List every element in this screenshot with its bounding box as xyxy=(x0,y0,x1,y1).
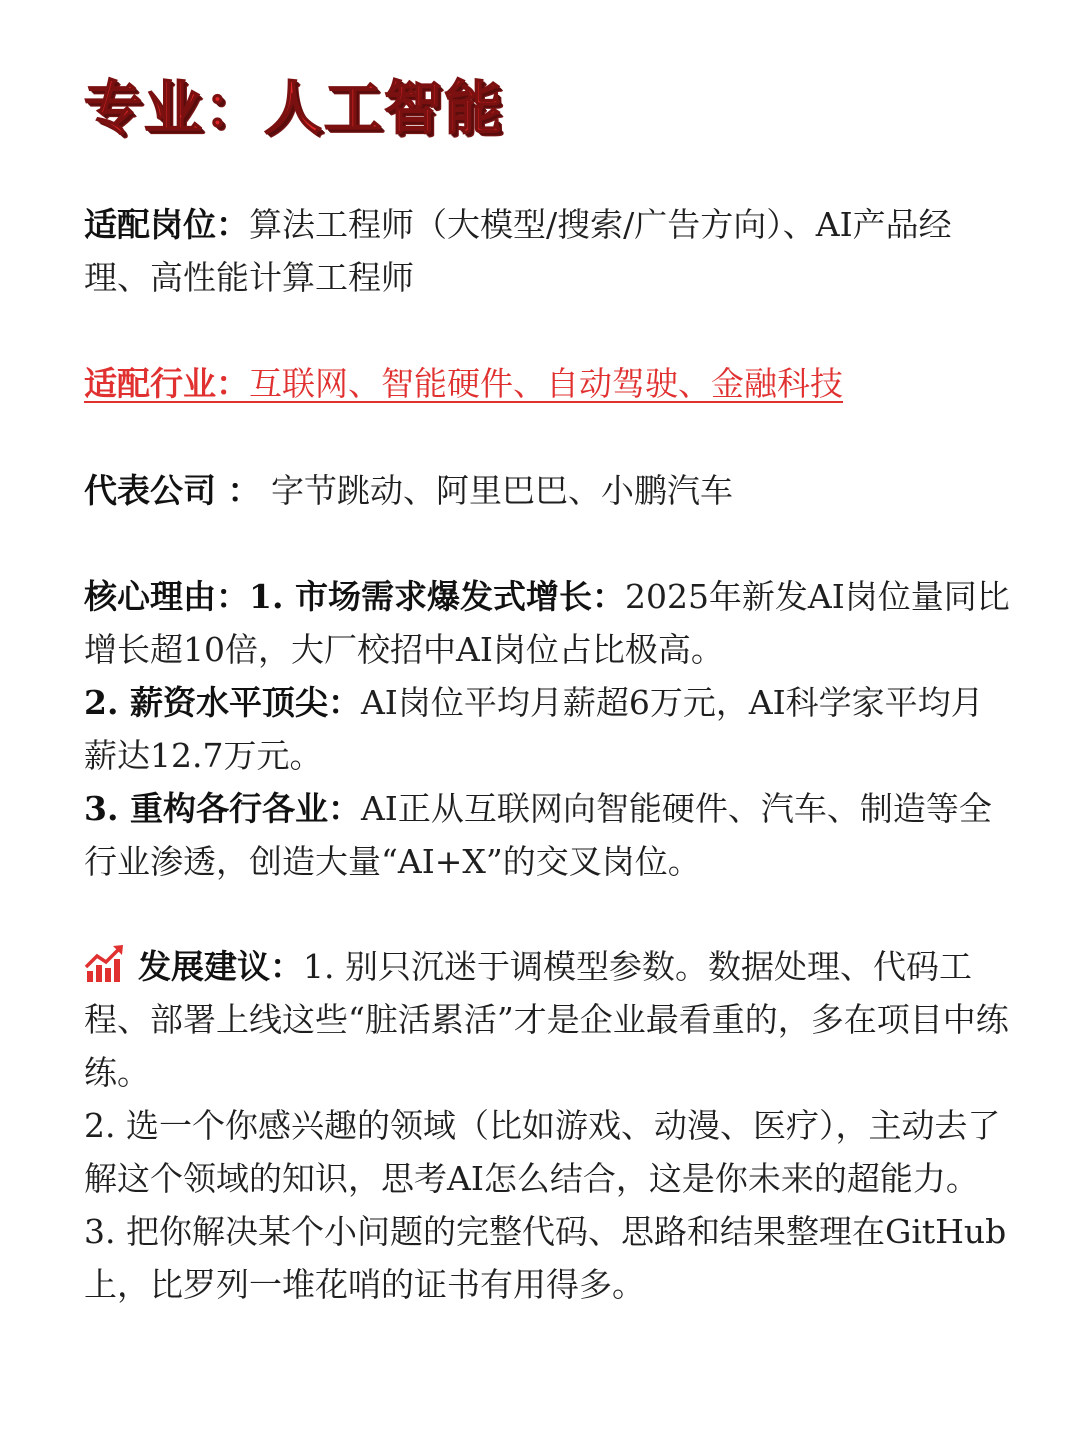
industries-label: 适配行业： xyxy=(84,364,249,403)
industries-section xyxy=(84,357,1014,410)
advice-item-3: 3. 把你解决某个小问题的完整代码、思路和结果整理在GitHub上，比罗列一堆花哨的证书有用得多。 xyxy=(84,1212,1007,1304)
page-title: 专业：人工智能 xyxy=(84,74,505,142)
reason-text: AI正从互联网向智能硬件、汽车、制造等全行业渗透，创造大量“AI+X”的交叉岗位。 xyxy=(84,789,992,881)
reason-text: AI岗位平均月薪超6万元，AI科学家平均月薪达12.7万元。 xyxy=(84,683,984,775)
companies-label: 代表公司 ： xyxy=(84,471,261,510)
chart-increasing-icon xyxy=(84,943,126,985)
reason-item-2 xyxy=(84,676,1014,782)
positions-text: 算法工程师（大模型/搜索/广告方向）、AI产品经理、高性能计算工程师 xyxy=(84,205,952,297)
advice-section xyxy=(84,940,1014,1311)
reason-title: 2. 薪资水平顶尖： xyxy=(84,683,361,722)
advice-item-2: 2. 选一个你感兴趣的领域（比如游戏、动漫、医疗），主动去了解这个领域的知识，思考AI怎么结合，这是你未来的超能力。 xyxy=(84,1106,1001,1198)
positions-label: 适配岗位： xyxy=(84,205,249,244)
advice-text: 1. 别只沉迷于调模型参数。数据处理、代码工程、部署上线这些“脏活累活”才是企业最看重的，多在项目中练练。 xyxy=(84,947,1009,1092)
companies-text: 字节跳动、阿里巴巴、小鹏汽车 xyxy=(260,471,733,510)
advice-item-1 xyxy=(84,940,1014,1099)
positions-section xyxy=(84,198,1014,304)
reasons-label: 核心理由： xyxy=(84,577,249,616)
reason-title: 3. 重构各行各业： xyxy=(84,789,361,828)
reason-text: 2025年新发AI岗位量同比增长超10倍，大厂校招中AI岗位占比极高。 xyxy=(84,577,1010,669)
reason-item-3 xyxy=(84,782,1014,888)
companies-section xyxy=(84,464,1014,517)
industries-text: 互联网、智能硬件、自动驾驶、金融科技 xyxy=(249,364,843,403)
advice-label: 发展建议： xyxy=(138,947,303,986)
reason-item-1 xyxy=(84,570,1014,676)
reasons-section xyxy=(84,570,1014,888)
reason-title: 1. 市场需求爆发式增长： xyxy=(249,577,625,616)
